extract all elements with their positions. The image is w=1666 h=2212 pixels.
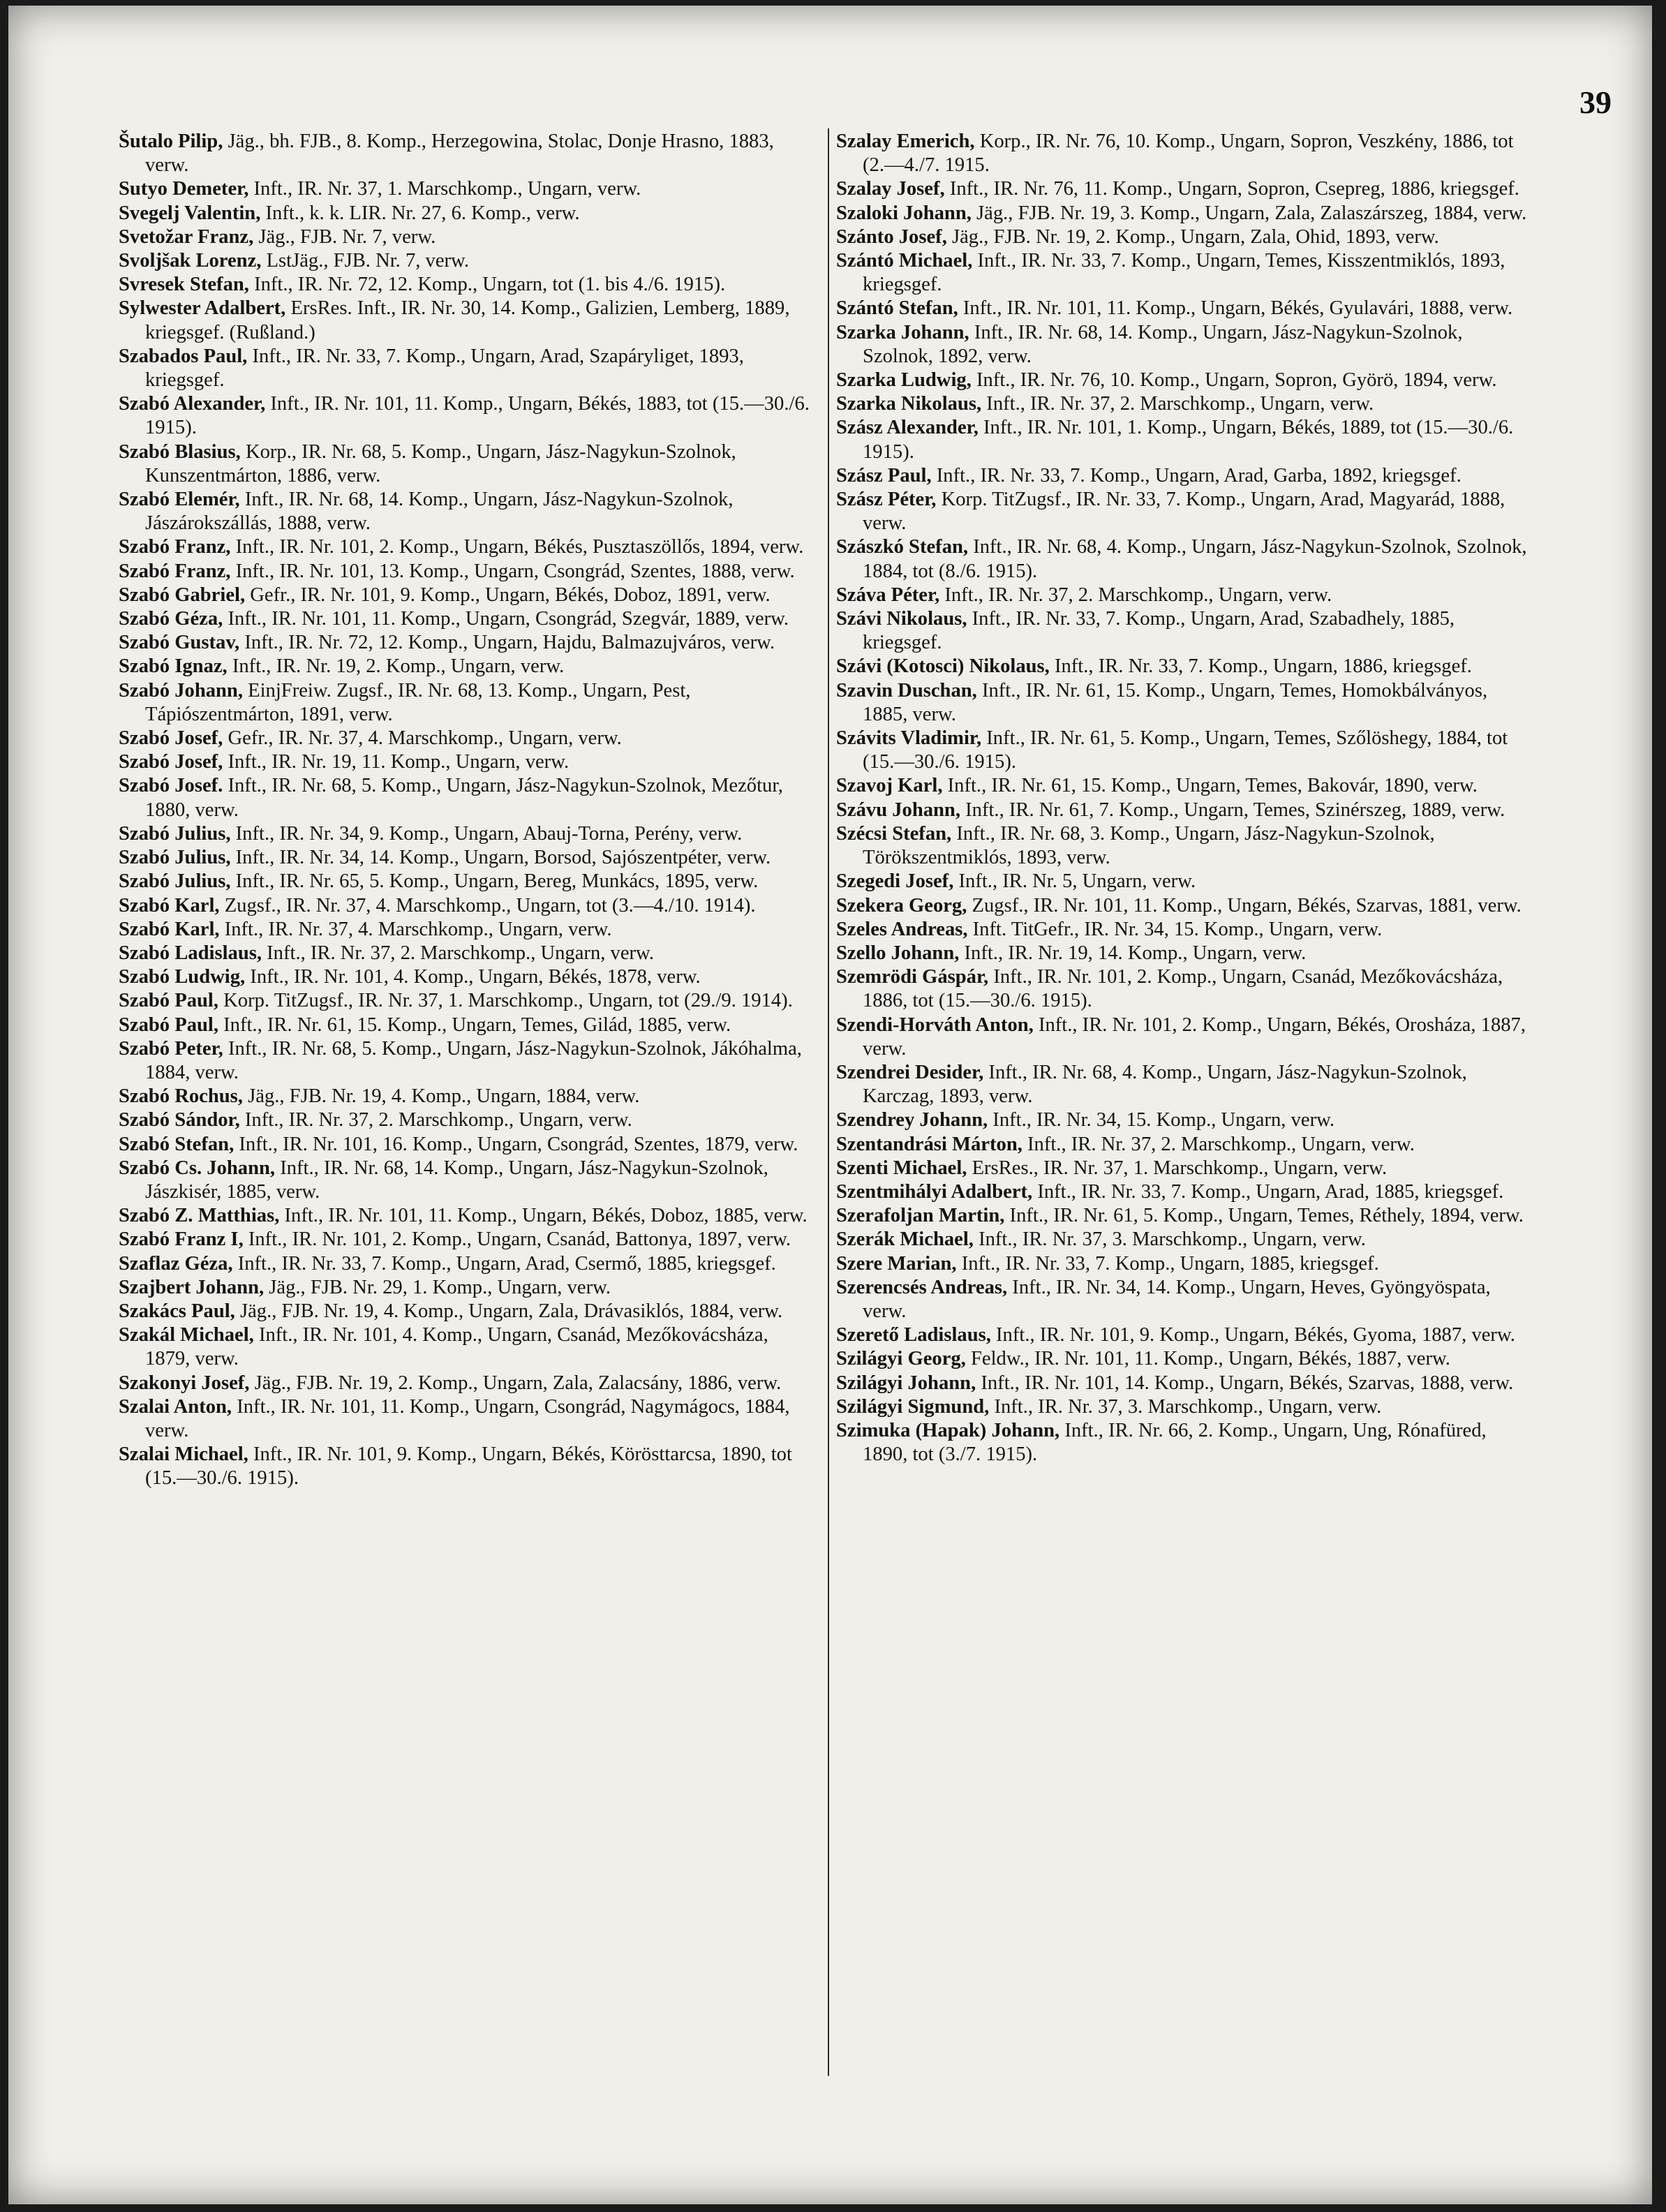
list-entry — [836, 799, 1534, 822]
list-entry — [119, 297, 817, 344]
entry-name: Szentandrási Márton, — [836, 1133, 1022, 1155]
list-entry — [836, 297, 1534, 320]
list-entry — [836, 774, 1534, 798]
entry-details: Inft., IR. Nr. 101, 11. Komp., Ungarn, Békés, 1883, tot (15.—30./6. 1915). — [145, 393, 810, 439]
entry-details: EinjFreiw. Zugsf., IR. Nr. 68, 13. Komp., Ungarn, Pest, Tápiószentmárton, 1891, verw. — [145, 679, 691, 725]
list-entry — [836, 1347, 1534, 1371]
entry-details: Inft., IR. Nr. 101, 11. Komp., Ungarn, Békés, Gyulavári, 1888, verw. — [958, 297, 1513, 320]
list-entry — [836, 1157, 1534, 1180]
entry-details: Zugsf., IR. Nr. 37, 4. Marschkomp., Ungarn, tot (3.—4./10. 1914). — [219, 894, 756, 916]
entry-details: Jäg., FJB. Nr. 19, 2. Komp., Ungarn, Zala, Ohid, 1893, verw. — [946, 225, 1439, 248]
entry-name: Szabó Gabriel, — [119, 584, 246, 606]
entry-details: Inft., IR. Nr. 34, 14. Komp., Ungarn, Borsod, Sajószentpéter, verw. — [230, 847, 771, 869]
entry-details: Inft., IR. Nr. 68, 14. Komp., Ungarn, Jász-Nagykun-Szolnok, Szolnok, 1892, verw. — [863, 321, 1463, 367]
list-entry — [836, 130, 1534, 177]
entry-details: Korp. TitZugsf., IR. Nr. 37, 1. Marschkomp., Ungarn, tot (29./9. 1914). — [218, 990, 793, 1012]
entry-name: Szaloki Johann, — [836, 202, 972, 224]
list-entry — [836, 1252, 1534, 1276]
entry-name: Szakonyi Josef, — [119, 1372, 250, 1394]
entry-name: Száva Péter, — [836, 584, 940, 606]
list-entry — [119, 584, 817, 607]
list-entry — [836, 1133, 1534, 1157]
entry-details: Jäg., FJB. Nr. 7, verw. — [253, 225, 436, 248]
list-entry — [119, 846, 817, 870]
list-entry — [836, 392, 1534, 416]
entry-name: Szabó Paul, — [119, 990, 218, 1012]
entry-name: Szabó Stefan, — [119, 1133, 235, 1155]
page — [8, 6, 1652, 2204]
list-entry — [119, 1037, 817, 1085]
entry-name: Szávi (Kotosci) Nikolaus, — [836, 655, 1050, 678]
entry-name: Szavoj Karl, — [836, 775, 943, 797]
entry-details: Inft., IR. Nr. 33, 7. Komp., Ungarn, Arad, Szabadhely, 1885, kriegsgef. — [863, 608, 1455, 654]
list-entry — [119, 1323, 817, 1371]
right-column — [836, 130, 1534, 2154]
entry-name: Szabados Paul, — [119, 345, 248, 367]
list-entry — [119, 177, 817, 201]
list-entry — [836, 1228, 1534, 1252]
list-entry — [119, 1276, 817, 1300]
entry-name: Szegedi Josef, — [836, 870, 954, 893]
list-entry — [836, 918, 1534, 942]
entry-name: Szabó Rochus, — [119, 1085, 243, 1108]
entry-details: Korp. TitZugsf., IR. Nr. 33, 7. Komp., Ungarn, Arad, Magyarád, 1888, verw. — [863, 489, 1505, 535]
list-entry — [119, 942, 817, 965]
list-entry — [836, 822, 1534, 870]
entry-name: Szávu Johann, — [836, 799, 960, 821]
list-entry — [119, 1085, 817, 1108]
entry-name: Szemrödi Gáspár, — [836, 966, 989, 988]
entry-details: Gefr., IR. Nr. 101, 9. Komp., Ungarn, Békés, Doboz, 1891, verw. — [245, 584, 771, 606]
entry-details: Inft., IR. Nr. 101, 9. Komp., Ungarn, Békés, Gyoma, 1887, verw. — [990, 1324, 1515, 1346]
entry-details: Inft., IR. Nr. 61, 5. Komp., Ungarn, Temes, Szőlöshegy, 1884, tot (15.—30./6. 1915). — [863, 727, 1508, 773]
entry-details: Inft., IR. Nr. 61, 15. Komp., Ungarn, Temes, Gilád, 1885, verw. — [218, 1014, 731, 1036]
entry-name: Szavin Duschan, — [836, 679, 977, 702]
list-entry — [119, 631, 817, 655]
list-entry — [836, 464, 1534, 488]
list-entry — [836, 535, 1534, 583]
entry-name: Szenti Michael, — [836, 1157, 967, 1179]
entry-details: Inft., IR. Nr. 61, 5. Komp., Ungarn, Temes, Réthely, 1894, verw. — [1004, 1205, 1524, 1227]
entry-name: Szászkó Stefan, — [836, 536, 969, 558]
entry-name: Szabó Blasius, — [119, 440, 241, 463]
entry-details: Inft., IR. Nr. 34, 9. Komp., Ungarn, Abauj-Torna, Perény, verw. — [230, 822, 743, 845]
list-entry — [119, 1300, 817, 1323]
list-entry — [119, 440, 817, 488]
entry-details: Inft., IR. Nr. 101, 1. Komp., Ungarn, Békés, 1889, tot (15.—30./6. 1915). — [863, 417, 1514, 463]
entry-details: Inft., IR. Nr. 33, 7. Komp., Ungarn, Arad, Csermő, 1885, kriegsgef. — [232, 1252, 776, 1275]
entry-details: Inft. TitGefr., IR. Nr. 34, 15. Komp., Ungarn, verw. — [967, 918, 1383, 940]
entry-name: Szánto Josef, — [836, 225, 947, 248]
entry-details: Jäg., FJB. Nr. 19, 4. Komp., Ungarn, 1884, verw. — [242, 1085, 640, 1108]
entry-details: Inft., IR. Nr. 37, 2. Marschkomp., Ungarn, verw. — [262, 942, 654, 964]
entry-name: Szabó Karl, — [119, 894, 220, 916]
entry-details: Inft., IR. Nr. 68, 4. Komp., Ungarn, Jász-Nagykun-Szolnok, Karczag, 1893, verw. — [863, 1061, 1467, 1108]
entry-details: Inft., IR. Nr. 37, 2. Marschkomp., Ungarn, verw. — [981, 393, 1374, 415]
entry-details: Inft., IR. Nr. 34, 15. Komp., Ungarn, verw. — [988, 1109, 1335, 1131]
entry-name: Szávits Vladimir, — [836, 727, 982, 750]
entry-details: Zugsf., IR. Nr. 101, 11. Komp., Ungarn, Békés, Szarvas, 1881, verw. — [967, 894, 1522, 916]
entry-details: Inft., IR. Nr. 72, 12. Komp., Ungarn, tot (1. bis 4./6. 1915). — [248, 274, 726, 296]
entry-details: LstJäg., FJB. Nr. 7, verw. — [261, 250, 470, 272]
list-entry — [836, 416, 1534, 463]
entry-details: Inft., IR. Nr. 33, 7. Komp., Ungarn, Temes, Kisszentmiklós, 1893, kriegsgef. — [863, 250, 1505, 296]
list-entry — [836, 1323, 1534, 1347]
entry-name: Szávi Nikolaus, — [836, 608, 967, 630]
list-entry — [119, 1108, 817, 1132]
entry-details: Inft., IR. Nr. 68, 5. Komp., Ungarn, Jász-Nagykun-Szolnok, Jákóhalma, 1884, verw. — [145, 1037, 802, 1083]
entry-details: Inft., IR. Nr. 33, 7. Komp., Ungarn, Arad, Garba, 1892, kriegsgef. — [931, 464, 1462, 487]
entry-details: Inft., IR. Nr. 101, 16. Komp., Ungarn, Csongrád, Szentes, 1879, verw. — [234, 1133, 798, 1155]
entry-name: Szarka Nikolaus, — [836, 393, 982, 415]
entry-name: Szabó Josef, — [119, 727, 223, 750]
entry-details: Inft., IR. Nr. 33, 7. Komp., Ungarn, Arad, 1885, kriegsgef. — [1032, 1180, 1504, 1203]
list-entry — [836, 1372, 1534, 1395]
entry-name: Szabó Franz, — [119, 536, 231, 558]
entry-details: Inft., IR. Nr. 101, 2. Komp., Ungarn, Csanád, Mezőkovácsháza, 1886, tot (15.—30./6. 1915). — [863, 966, 1503, 1012]
entry-name: Szántó Stefan, — [836, 297, 958, 320]
list-entry — [119, 918, 817, 942]
list-entry — [119, 1133, 817, 1157]
left-column — [119, 130, 817, 2154]
entry-name: Szerencsés Andreas, — [836, 1276, 1008, 1298]
entry-details: Inft., IR. Nr. 101, 14. Komp., Ungarn, Békés, Szarvas, 1888, verw. — [976, 1372, 1514, 1394]
list-entry — [836, 1419, 1534, 1467]
entry-details: Inft., IR. Nr. 37, 2. Marschkomp., Ungarn, verw. — [1022, 1133, 1415, 1155]
list-entry — [119, 1252, 817, 1276]
entry-details: Inft., IR. Nr. 76, 10. Komp., Ungarn, Sopron, Györö, 1894, verw. — [971, 369, 1497, 392]
list-entry — [119, 1228, 817, 1252]
list-entry — [836, 942, 1534, 965]
entry-details: Inft., IR. Nr. 68, 14. Komp., Ungarn, Jász-Nagykun-Szolnok, Jászárokszállás, 1888, verw. — [145, 489, 734, 535]
entry-name: Sutyo Demeter, — [119, 178, 249, 200]
list-entry — [836, 249, 1534, 297]
entry-details: Inft., IR. Nr. 68, 4. Komp., Ungarn, Jász-Nagykun-Szolnok, Szolnok, 1884, tot (8./6. 1915). — [863, 536, 1527, 582]
entry-name: Szabó Karl, — [119, 918, 220, 940]
entry-details: Inft., IR. Nr. 101, 13. Komp., Ungarn, Csongrád, Szentes, 1888, verw. — [230, 560, 795, 582]
entry-details: Inft., IR. Nr. 65, 5. Komp., Ungarn, Bereg, Munkács, 1895, verw. — [230, 870, 759, 893]
entry-name: Szakál Michael, — [119, 1324, 254, 1346]
list-entry — [119, 560, 817, 584]
page-number: 39 — [1579, 84, 1612, 120]
entry-details: Gefr., IR. Nr. 37, 4. Marschkomp., Ungarn, verw. — [223, 727, 622, 750]
entry-details: Inft., IR. Nr. 101, 11. Komp., Ungarn, Csongrád, Nagymágocs, 1884, verw. — [145, 1395, 790, 1441]
list-entry — [119, 965, 817, 989]
list-entry — [836, 369, 1534, 392]
entry-name: Szabó Géza, — [119, 608, 223, 630]
entry-details: Inft., IR. Nr. 66, 2. Komp., Ungarn, Ung, Rónafüred, 1890, tot (3./7. 1915). — [863, 1419, 1487, 1466]
entry-name: Szabó Johann, — [119, 679, 243, 702]
list-entry — [119, 535, 817, 559]
list-entry — [119, 1014, 817, 1037]
entry-details: Inft., IR. Nr. 37, 1. Marschkomp., Ungarn, verw. — [248, 178, 641, 200]
entry-name: Svetožar Franz, — [119, 225, 254, 248]
entry-name: Szabó Gustav, — [119, 632, 240, 654]
entry-name: Szabó Ladislaus, — [119, 942, 262, 964]
entry-details: Inft., IR. Nr. 76, 11. Komp., Ungarn, Sopron, Csepreg, 1886, kriegsgef. — [944, 178, 1519, 200]
entry-details: Inft., IR. Nr. 37, 4. Marschkomp., Ungarn, verw. — [219, 918, 612, 940]
list-entry — [119, 130, 817, 177]
entry-name: Szalay Emerich, — [836, 131, 975, 152]
list-entry — [836, 1180, 1534, 1204]
entry-details: Jäg., bh. FJB., 8. Komp., Herzegowina, Stolac, Donje Hrasno, 1883, verw. — [145, 131, 774, 177]
entry-name: Szabó Franz, — [119, 560, 231, 582]
entry-name: Szabó Franz I, — [119, 1229, 244, 1251]
list-entry — [119, 1204, 817, 1228]
entry-name: Szécsi Stefan, — [836, 822, 952, 845]
entry-name: Szaflaz Géza, — [119, 1252, 233, 1275]
entry-details: Inft., IR. Nr. 68, 3. Komp., Ungarn, Jász-Nagykun-Szolnok, Törökszentmiklós, 1893, verw. — [863, 822, 1435, 869]
list-entry — [836, 679, 1534, 727]
entry-details: Inft., IR. Nr. 68, 5. Komp., Ungarn, Jász-Nagykun-Szolnok, Mezőtur, 1880, verw. — [145, 775, 783, 821]
entry-details: Jäg., FJB. Nr. 19, 4. Komp., Ungarn, Zala, Drávasiklós, 1884, verw. — [235, 1300, 783, 1322]
list-entry — [119, 392, 817, 440]
list-entry — [836, 177, 1534, 201]
entry-details: Inft., IR. Nr. 5, Ungarn, verw. — [953, 870, 1196, 893]
list-entry — [836, 1061, 1534, 1108]
entry-details: Inft., IR. Nr. 33, 7. Komp., Ungarn, Arad, Szapáryliget, 1893, kriegsgef. — [145, 345, 744, 392]
entry-name: Szilágyi Sigmund, — [836, 1395, 990, 1418]
entry-details: Inft., IR. Nr. 37, 3. Marschkomp., Ungarn, verw. — [989, 1395, 1382, 1418]
entry-details: Inft., IR. Nr. 37, 2. Marschkomp., Ungarn, verw. — [939, 584, 1332, 606]
list-entry — [119, 488, 817, 535]
entry-details: Inft., IR. Nr. 34, 14. Komp., Ungarn, Heves, Gyöngyöspata, verw. — [863, 1276, 1491, 1322]
list-entry — [119, 1395, 817, 1443]
list-entry — [836, 202, 1534, 225]
entry-name: Szarka Johann, — [836, 321, 969, 343]
list-entry — [836, 727, 1534, 774]
entry-name: Szere Marian, — [836, 1252, 957, 1275]
entry-name: Szabó Elemér, — [119, 489, 240, 511]
entry-name: Szabó Alexander, — [119, 393, 266, 415]
entry-details: Inft., IR. Nr. 101, 2. Komp., Ungarn, Csanád, Battonya, 1897, verw. — [243, 1229, 791, 1251]
entry-name: Szekera Georg, — [836, 894, 967, 916]
list-entry — [119, 1157, 817, 1204]
entry-name: Szabó Julius, — [119, 822, 231, 845]
entry-name: Szakács Paul, — [119, 1300, 235, 1322]
list-entry — [119, 1372, 817, 1395]
entry-name: Šutalo Pilip, — [119, 131, 223, 152]
list-entry — [119, 249, 817, 273]
entry-details: ErsRes., IR. Nr. 37, 1. Marschkomp., Ungarn, verw. — [967, 1157, 1388, 1179]
entry-name: Szabó Ludwig, — [119, 966, 246, 988]
entry-details: Inft., IR. Nr. 101, 2. Komp., Ungarn, Békés, Orosháza, 1887, verw. — [863, 1014, 1526, 1060]
list-entry — [119, 989, 817, 1013]
entry-name: Szabó Cs. Johann, — [119, 1157, 276, 1179]
list-entry — [836, 1276, 1534, 1323]
entry-name: Szello Johann, — [836, 942, 960, 964]
entry-details: Korp., IR. Nr. 76, 10. Komp., Ungarn, Sopron, Veszkény, 1886, tot (2.—4./7. 1915. — [863, 131, 1514, 177]
list-entry — [119, 655, 817, 678]
entry-name: Szabó Paul, — [119, 1014, 218, 1036]
entry-name: Szász Alexander, — [836, 417, 979, 439]
entry-name: Szendrey Johann, — [836, 1109, 988, 1131]
entry-name: Szarka Ludwig, — [836, 369, 972, 392]
list-entry — [119, 225, 817, 249]
entry-name: Szalay Josef, — [836, 178, 945, 200]
entry-name: Svegelj Valentin, — [119, 202, 261, 224]
entry-details: Inft., IR. Nr. 68, 14. Komp., Ungarn, Jász-Nagykun-Szolnok, Jászkisér, 1885, verw. — [145, 1157, 768, 1203]
entry-details: Jäg., FJB. Nr. 19, 2. Komp., Ungarn, Zala, Zalacsány, 1886, verw. — [249, 1372, 782, 1394]
list-entry — [836, 225, 1534, 249]
entry-name: Svresek Stefan, — [119, 274, 249, 296]
entry-details: Inft., IR. Nr. 19, 14. Komp., Ungarn, verw. — [959, 942, 1307, 964]
list-entry — [119, 894, 817, 918]
list-entry — [119, 727, 817, 750]
list-entry — [836, 655, 1534, 678]
list-entry — [119, 1443, 817, 1490]
list-entry — [119, 607, 817, 631]
entry-details: Inft., IR. Nr. 37, 3. Marschkomp., Ungarn, verw. — [973, 1229, 1366, 1251]
entry-details: Feldw., IR. Nr. 101, 11. Komp., Ungarn, Békés, 1887, verw. — [965, 1348, 1450, 1370]
entry-details: Inft., IR. Nr. 19, 11. Komp., Ungarn, verw. — [223, 751, 570, 773]
entry-name: Szalai Michael, — [119, 1443, 248, 1466]
entry-name: Szász Paul, — [836, 464, 932, 487]
entry-details: Inft., IR. Nr. 61, 15. Komp., Ungarn, Temes, Homokbálványos, 1885, verw. — [863, 679, 1488, 725]
entry-name: Szilágyi Georg, — [836, 1348, 966, 1370]
list-entry — [836, 607, 1534, 655]
list-entry — [119, 273, 817, 297]
entry-name: Szabó Peter, — [119, 1037, 223, 1060]
entry-details: Inft., IR. Nr. 61, 7. Komp., Ungarn, Temes, Szinérszeg, 1889, verw. — [960, 799, 1505, 821]
entry-details: Jäg., FJB. Nr. 29, 1. Komp., Ungarn, verw. — [264, 1276, 611, 1298]
entry-details: Inft., IR. Nr. 101, 9. Komp., Ungarn, Békés, Körösttarcsa, 1890, tot (15.—30./6. 1915). — [145, 1443, 792, 1490]
entry-name: Szabó Julius, — [119, 870, 231, 893]
list-entry — [836, 321, 1534, 369]
entry-name: Szilágyi Johann, — [836, 1372, 976, 1394]
list-entry — [836, 1014, 1534, 1061]
entry-details: Inft., IR. Nr. 33, 7. Komp., Ungarn, 1885, kriegsgef. — [956, 1252, 1379, 1275]
entry-name: Szalai Anton, — [119, 1395, 232, 1418]
entry-name: Sylwester Adalbert, — [119, 297, 286, 320]
entry-details: Inft., IR. Nr. 33, 7. Komp., Ungarn, 1886, kriegsgef. — [1049, 655, 1472, 678]
entry-name: Szerák Michael, — [836, 1229, 974, 1251]
list-entry — [119, 679, 817, 727]
entry-details: Inft., k. k. LIR. Nr. 27, 6. Komp., verw. — [260, 202, 580, 224]
entry-name: Szajbert Johann, — [119, 1276, 265, 1298]
list-entry — [119, 822, 817, 846]
entry-name: Szimuka (Hapak) Johann, — [836, 1419, 1060, 1441]
entry-name: Szerető Ladislaus, — [836, 1324, 991, 1346]
entry-name: Szabó Josef. — [119, 775, 223, 797]
entry-name: Szabó Z. Matthias, — [119, 1205, 280, 1227]
list-entry — [119, 345, 817, 392]
list-entry — [119, 774, 817, 822]
entry-name: Szendrei Desider, — [836, 1061, 984, 1083]
entry-details: Inft., IR. Nr. 101, 2. Komp., Ungarn, Békés, Pusztaszöllős, 1894, verw. — [230, 536, 804, 558]
entry-name: Szabó Josef, — [119, 751, 223, 773]
entry-name: Szabó Ignaz, — [119, 655, 228, 678]
entry-name: Svoljšak Lorenz, — [119, 250, 262, 272]
list-entry — [836, 1204, 1534, 1228]
entry-name: Szabó Sándor, — [119, 1109, 240, 1131]
entry-name: Szentmihályi Adalbert, — [836, 1180, 1033, 1203]
entry-details: Inft., IR. Nr. 61, 15. Komp., Ungarn, Temes, Bakovár, 1890, verw. — [942, 775, 1478, 797]
entry-details: Korp., IR. Nr. 68, 5. Komp., Ungarn, Jász-Nagykun-Szolnok, Kunszentmárton, 1886, verw. — [145, 440, 736, 487]
entry-name: Szántó Michael, — [836, 250, 973, 272]
list-entry — [836, 870, 1534, 893]
entry-name: Szabó Julius, — [119, 847, 231, 869]
entry-details: Inft., IR. Nr. 101, 11. Komp., Ungarn, Békés, Doboz, 1885, verw. — [279, 1205, 808, 1227]
list-entry — [836, 1395, 1534, 1419]
entry-details: Inft., IR. Nr. 101, 4. Komp., Ungarn, Csanád, Mezőkovácsháza, 1879, verw. — [145, 1324, 768, 1370]
list-entry — [836, 584, 1534, 607]
entry-details: Jäg., FJB. Nr. 19, 3. Komp., Ungarn, Zala, Zalaszárszeg, 1884, verw. — [971, 202, 1527, 224]
entry-name: Szerafoljan Martin, — [836, 1205, 1005, 1227]
entry-details: Inft., IR. Nr. 101, 11. Komp., Ungarn, Csongrád, Szegvár, 1889, verw. — [223, 608, 789, 630]
entry-details: ErsRes. Inft., IR. Nr. 30, 14. Komp., Galizien, Lemberg, 1889, kriegsgef. (Rußland.) — [145, 297, 790, 343]
list-entry — [836, 1108, 1534, 1132]
list-entry — [119, 870, 817, 893]
entry-details: Inft., IR. Nr. 101, 4. Komp., Ungarn, Békés, 1878, verw. — [245, 966, 701, 988]
entry-details: Inft., IR. Nr. 19, 2. Komp., Ungarn, verw. — [227, 655, 565, 678]
list-entry — [836, 488, 1534, 535]
list-entry — [119, 750, 817, 774]
entry-name: Szeles Andreas, — [836, 918, 968, 940]
entry-name: Szendi-Horváth Anton, — [836, 1014, 1034, 1036]
entry-details: Inft., IR. Nr. 37, 2. Marschkomp., Ungarn, verw. — [239, 1109, 632, 1131]
list-entry — [119, 202, 817, 225]
list-entry — [836, 965, 1534, 1013]
column-divider — [828, 128, 829, 2076]
entry-details: Inft., IR. Nr. 72, 12. Komp., Ungarn, Hajdu, Balmazujváros, verw. — [239, 632, 775, 654]
list-entry — [836, 894, 1534, 918]
entry-name: Szász Péter, — [836, 489, 937, 511]
